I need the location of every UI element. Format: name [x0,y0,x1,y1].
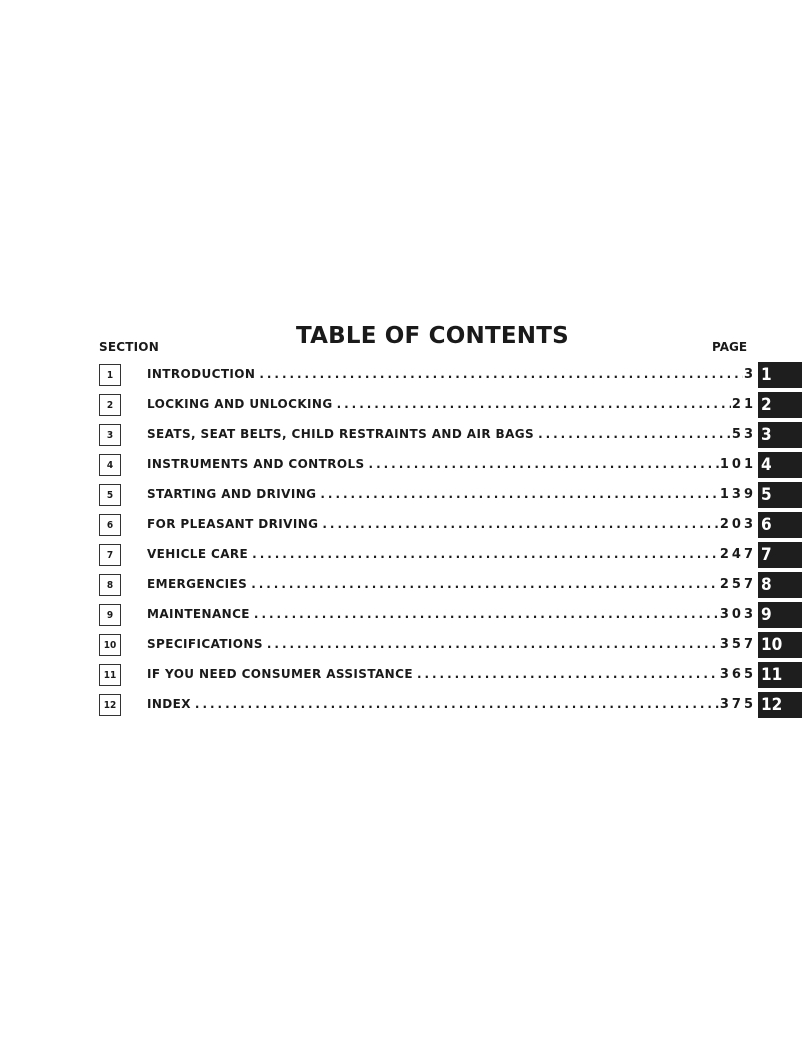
section-number-box: 7 [99,544,121,566]
toc-row-6[interactable] [0,512,802,542]
dot-leader [254,607,719,621]
toc-entry-page: 21 [731,397,756,412]
dot-leader [417,667,719,681]
toc-entry[interactable] [147,607,756,622]
toc-entry-label: IF YOU NEED CONSUMER ASSISTANCE [147,667,413,681]
section-number-box: 3 [99,424,121,446]
toc-row-5[interactable] [0,482,802,512]
dot-leader [322,517,718,531]
toc-entry-page: 203 [719,517,756,532]
section-number-box: 8 [99,574,121,596]
toc-row-8[interactable] [0,572,802,602]
toc-entry-page: 357 [719,637,756,652]
toc-entry-page: 375 [719,697,756,712]
section-number-box: 2 [99,394,121,416]
toc-entry[interactable] [147,427,756,442]
toc-entry-label: EMERGENCIES [147,577,248,591]
toc-entry-page: 53 [731,427,756,442]
dot-leader [538,427,731,441]
section-number-box: 1 [99,364,121,386]
toc-entry-page: 257 [719,577,756,592]
section-tab[interactable]: 8 [758,572,802,598]
toc-entry[interactable] [147,577,756,592]
toc-entry[interactable] [147,547,756,562]
toc-entry-page: 139 [719,487,756,502]
toc-entry-page: 365 [719,667,756,682]
toc-entry-label: MAINTENANCE [147,607,250,621]
toc-entry[interactable] [147,697,756,712]
section-tab[interactable]: 10 [758,632,802,658]
section-tab[interactable]: 7 [758,542,802,568]
toc-entry-page: 3 [743,367,756,382]
page-column-header: PAGE [712,340,748,354]
section-column-header: SECTION [99,340,159,354]
toc-entry[interactable] [147,457,756,472]
toc-row-1[interactable] [0,362,802,392]
toc-list [0,362,802,722]
toc-entry-label: STARTING AND DRIVING [147,487,317,501]
toc-row-12[interactable] [0,692,802,722]
section-number-box: 5 [99,484,121,506]
toc-row-9[interactable] [0,602,802,632]
section-number-box: 4 [99,454,121,476]
section-tab[interactable]: 4 [758,452,802,478]
dot-leader [259,367,743,381]
section-tab[interactable]: 12 [758,692,802,718]
toc-entry[interactable] [147,397,756,412]
toc-row-11[interactable] [0,662,802,692]
toc-entry-page: 247 [719,547,756,562]
section-number-box: 6 [99,514,121,536]
toc-entry[interactable] [147,487,756,502]
toc-entry-label: SEATS, SEAT BELTS, CHILD RESTRAINTS AND AIR BAGS [147,427,535,441]
page-title: TABLE OF CONTENTS [296,323,569,349]
toc-row-3[interactable] [0,422,802,452]
toc-entry-label: INDEX [147,697,191,711]
section-number-box: 9 [99,604,121,626]
dot-leader [267,637,719,651]
section-tab[interactable]: 5 [758,482,802,508]
toc-entry-label: SPECIFICATIONS [147,637,263,651]
dot-leader [320,487,718,501]
toc-entry-page: 101 [719,457,756,472]
toc-entry-label: FOR PLEASANT DRIVING [147,517,319,531]
dot-leader [369,457,719,471]
toc-entry[interactable] [147,517,756,532]
toc-entry-label: INTRODUCTION [147,367,256,381]
toc-row-7[interactable] [0,542,802,572]
section-tab[interactable]: 3 [758,422,802,448]
dot-leader [195,697,719,711]
toc-entry-label: VEHICLE CARE [147,547,249,561]
section-tab[interactable]: 6 [758,512,802,538]
section-tab[interactable]: 1 [758,362,802,388]
toc-entry-label: INSTRUMENTS AND CONTROLS [147,457,365,471]
section-number-box: 11 [99,664,121,686]
dot-leader [252,547,719,561]
toc-entry[interactable] [147,637,756,652]
dot-leader [337,397,731,411]
section-number-box: 10 [99,634,121,656]
section-tab[interactable]: 9 [758,602,802,628]
toc-entry-label: LOCKING AND UNLOCKING [147,397,333,411]
dot-leader [251,577,719,591]
toc-entry[interactable] [147,367,756,382]
section-number-box: 12 [99,694,121,716]
toc-row-10[interactable] [0,632,802,662]
toc-row-4[interactable] [0,452,802,482]
section-tab[interactable]: 11 [758,662,802,688]
section-tab[interactable]: 2 [758,392,802,418]
toc-entry-page: 303 [719,607,756,622]
toc-row-2[interactable] [0,392,802,422]
toc-entry[interactable] [147,667,756,682]
